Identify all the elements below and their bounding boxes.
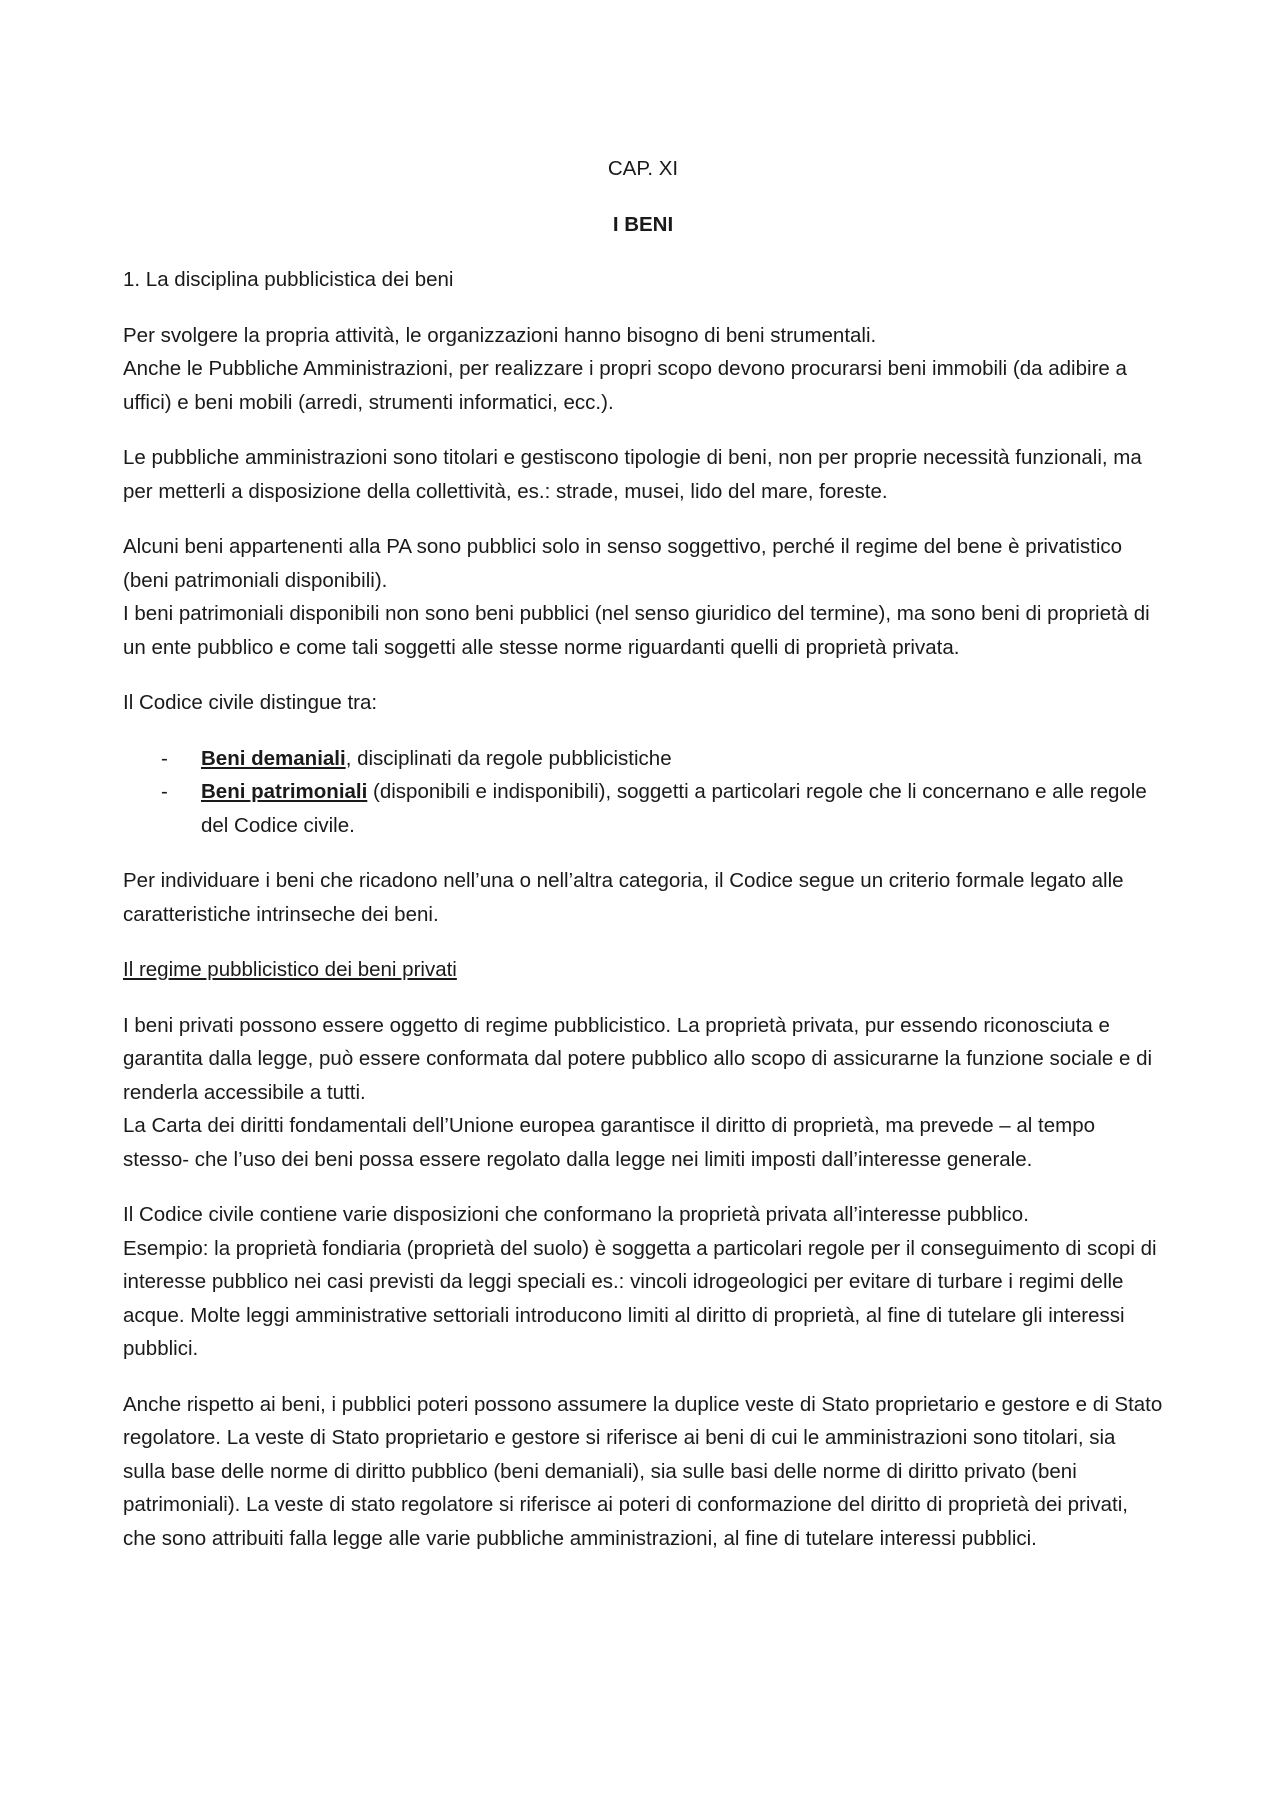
paragraph-line: Anche le Pubbliche Amministrazioni, per realizzare i propri scopo devono procurarsi beni immobili (da adibire a uffici) e beni mobili (arredi, strumenti informatici, ecc.). (123, 357, 1127, 414)
bullet-term: Beni demaniali (201, 746, 346, 770)
paragraph-line: Alcuni beni appartenenti alla PA sono pubblici solo in senso soggettivo, perché il regime del bene è privatistico (beni patrimoniali disponibili). (123, 535, 1123, 592)
section-heading-1: 1. La disciplina pubblicistica dei beni (123, 268, 454, 291)
bullet-list (123, 742, 1163, 843)
document-body (123, 152, 1163, 1577)
paragraph-line: I beni patrimoniali disponibili non sono beni pubblici (nel senso giuridico del termine), ma sono beni di proprietà di un ente pubblico e come tali soggetti alle stesse norme riguardanti quelli di proprietà privata. (123, 602, 1150, 659)
paragraph (123, 1198, 1163, 1366)
paragraph (123, 319, 1163, 420)
section-heading-2: Il regime pubblicistico dei beni privati (123, 958, 457, 981)
list-item (123, 775, 1163, 842)
paragraph-line: Per svolgere la propria attività, le organizzazioni hanno bisogno di beni strumentali. (123, 323, 877, 347)
paragraph-line: Il Codice civile contiene varie disposizioni che conformano la proprietà privata all’interesse pubblico. (123, 1203, 1029, 1226)
paragraph: Anche rispetto ai beni, i pubblici poteri possono assumere la duplice veste di Stato proprietario e gestore e di Stato regolatore. La veste di Stato proprietario e gestore si riferisce ai beni di cui le amministrazioni sono titolari, sia sulla base delle norme di diritto pubblico (beni demaniali), sia sulle basi delle norme di diritto privato (beni patrimoniali). La veste di stato regolatore si riferisce ai poteri di conformazione del diritto di proprietà dei privati, che sono attribuiti falla legge alle varie pubbliche amministrazioni, al fine di tutelare interessi pubblici. (123, 1392, 1163, 1550)
bullet-term: Beni patrimoniali (201, 780, 368, 803)
paragraph (123, 530, 1163, 664)
paragraph: Le pubbliche amministrazioni sono titolari e gestiscono tipologie di beni, non per proprie necessità funzionali, ma per metterli a disposizione della collettività, es.: strade, musei, lido del mare, foreste. (123, 446, 1142, 503)
paragraph-line: Esempio: la proprietà fondiaria (proprietà del suolo) è soggetta a particolari regole per il conseguimento di scopi di interesse pubblico nei casi previsti da leggi speciali es.: vincoli idrogeologici per evitare di turbare i regimi delle acque. Molte leggi amministrative settoriali introducono limiti al diritto di proprietà, al fine di tutelare gli interessi pubblici. (123, 1236, 1157, 1360)
chapter-label: CAP. XI (607, 157, 679, 180)
bullet-dash: - (161, 746, 168, 770)
paragraph: Per individuare i beni che ricadono nell’una o nell’altra categoria, il Codice segue un criterio formale legato alle caratteristiche intrinseche dei beni. (123, 869, 1124, 926)
list-item (123, 742, 1163, 776)
paragraph-line: La Carta dei diritti fondamentali dell’Unione europea garantisce il diritto di proprietà, ma prevede – al tempo stesso- che l’uso dei beni possa essere regolato dalla legge nei limiti imposti dall’interesse generale. (123, 1114, 1096, 1171)
paragraph (123, 1009, 1163, 1177)
paragraph: Il Codice civile distingue tra: (123, 691, 378, 714)
bullet-text: (disponibili e indisponibili), soggetti a particolari regole che li concernano e alle regole del Codice civile. (201, 780, 1147, 837)
page-title: I BENI (612, 212, 674, 236)
bullet-text: , disciplinati da regole pubblicistiche (345, 746, 672, 770)
paragraph-line: I beni privati possono essere oggetto di regime pubblicistico. La proprietà privata, pur essendo riconosciuta e garantita dalla legge, può essere conformata dal potere pubblico allo scopo di assicurarne la funzione sociale e di renderla accessibile a tutti. (123, 1013, 1153, 1104)
bullet-dash: - (161, 780, 168, 803)
